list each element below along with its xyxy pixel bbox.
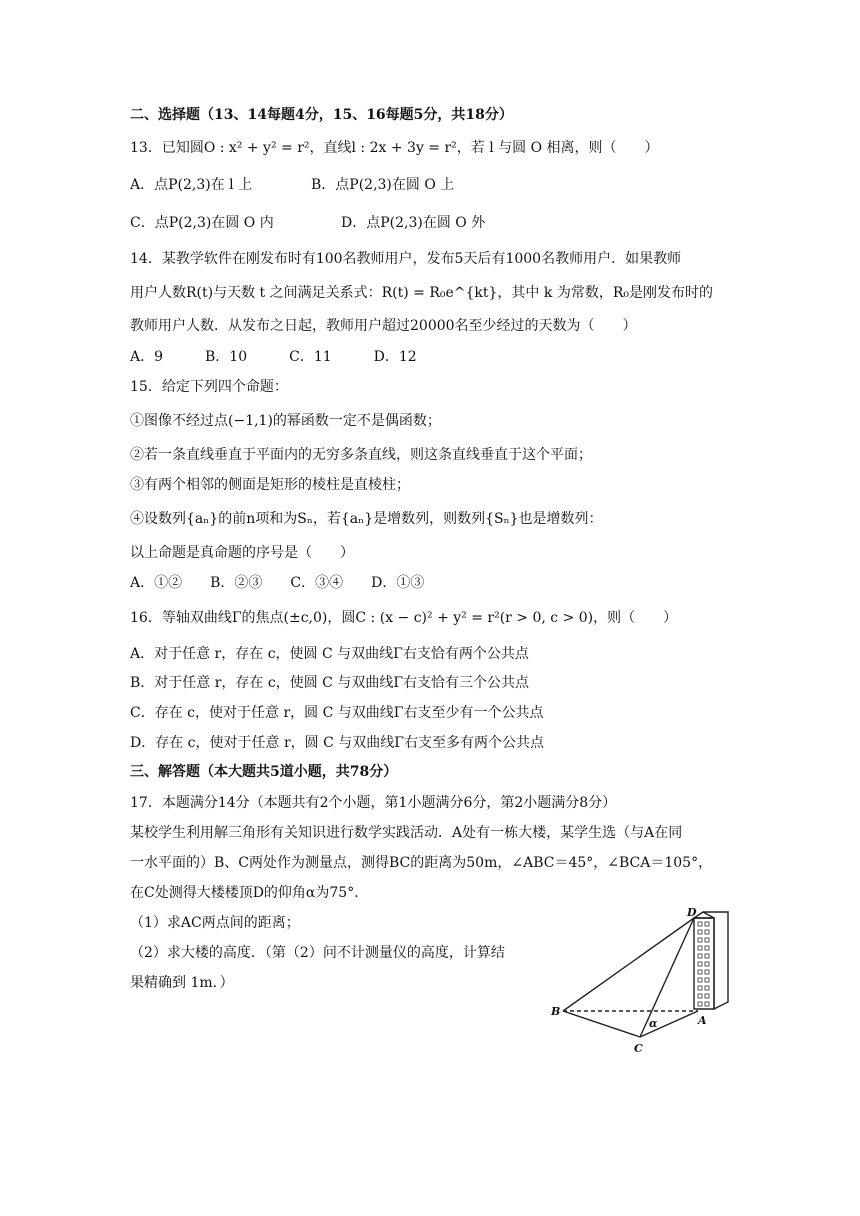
q15-proposition-4: ④设数列{aₙ}的前n项和为Sₙ，若{aₙ}是增数列，则数列{Sₙ}也是增数列：	[130, 511, 603, 527]
q17-line-2: 某校学生利用解三角形有关知识进行数学实践活动．A处有一栋大楼，某学生选（与A在同	[130, 825, 683, 841]
q16-option-b: B．对于任意 r，存在 c，使圆 C 与双曲线Γ右支恰有三个公共点	[130, 675, 530, 691]
q13-option-b: B．点P(2,3)在圆 O 上	[311, 177, 455, 193]
building-measurement-figure	[548, 906, 736, 1058]
q15-proposition-3: ③有两个相邻的侧面是矩形的棱柱是直棱柱；	[130, 477, 410, 493]
building-front-face	[694, 918, 714, 1009]
q14-line-2: 用户人数R(t)与天数 t 之间满足关系式：R(t) = R₀e^{kt}，其中 k 为常数，R₀是刚发布时的	[130, 285, 713, 301]
q14-options: A．9 B．10 C．11 D．12	[130, 349, 417, 365]
q17-part-2-line-1: （2）求大楼的高度．（第（2）问不计测量仪的高度，计算结	[130, 945, 505, 961]
label-d: D	[687, 906, 697, 919]
q14-line-1: 14．某教学软件在刚发布时有100名教师用户，发布5天后有1000名教师用户．如果教师	[130, 251, 682, 267]
q15-proposition-1: ①图像不经过点(−1,1)的幂函数一定不是偶函数；	[130, 413, 441, 429]
q15-proposition-2: ②若一条直线垂直于平面内的无穷多条直线，则这条直线垂直于这个平面；	[130, 447, 592, 463]
section-2-heading: 二、选择题（13、14每题4分，15、16每题5分，共18分）	[130, 107, 513, 123]
q17-part-1: （1）求AC两点间的距离；	[130, 915, 300, 931]
label-alpha: α	[649, 1017, 658, 1030]
q13-option-d: D．点P(2,3)在圆 O 外	[341, 215, 486, 231]
q17-line-1: 17．本题满分14分（本题共有2个小题，第1小题满分6分，第2小题满分8分）	[130, 795, 617, 811]
section-3-heading: 三、解答题（本大题共5道小题，共78分）	[130, 764, 398, 780]
q17-part-2-line-2: 果精确到 1m．）	[130, 975, 234, 991]
building-windows	[698, 922, 709, 1006]
q15-options: A．①② B．②③ C．③④ D．①③	[130, 575, 425, 591]
label-b: B	[551, 1005, 561, 1018]
label-a: A	[698, 1014, 707, 1027]
segment-bc	[563, 1011, 640, 1037]
q13-option-a: A．点P(2,3)在 l 上	[130, 177, 253, 193]
q16-stem: 16．等轴双曲线Γ的焦点(±c,0)，圆C : (x − c)² + y² = r²(r > 0, c > 0)，则（ ）	[130, 610, 678, 626]
q16-option-c: C．存在 c，使对于任意 r，圆 C 与双曲线Γ右支至少有一个公共点	[130, 705, 544, 721]
q16-option-d: D．存在 c，使对于任意 r，圆 C 与双曲线Γ右支至多有两个公共点	[130, 735, 544, 751]
q16-option-a: A．对于任意 r，存在 c，使圆 C 与双曲线Γ右支恰有两个公共点	[130, 646, 529, 662]
q15-ask: 以上命题是真命题的序号是（ ）	[130, 545, 354, 561]
q15-stem: 15．给定下列四个命题：	[130, 379, 288, 395]
q14-line-3: 教师用户人数．从发布之日起，教师用户超过20000名至少经过的天数为（ ）	[130, 318, 637, 334]
q13-stem: 13．已知圆O : x² + y² = r²，直线l : 2x + 3y = r²，若 l 与圆 O 相离，则（ ）	[130, 140, 659, 156]
q17-line-4: 在C处测得大楼楼顶D的仰角α为75°．	[130, 885, 369, 901]
q13-option-c: C．点P(2,3)在圆 O 内	[130, 215, 274, 231]
segment-bd	[563, 918, 694, 1011]
q17-line-3: 一水平面的）B、C两处作为测量点，测得BC的距离为50m，∠ABC＝45°，∠BCA＝105°，	[130, 855, 713, 871]
building-side-face	[694, 912, 728, 1009]
building-top-edge	[703, 912, 714, 918]
label-c: C	[634, 1042, 643, 1055]
